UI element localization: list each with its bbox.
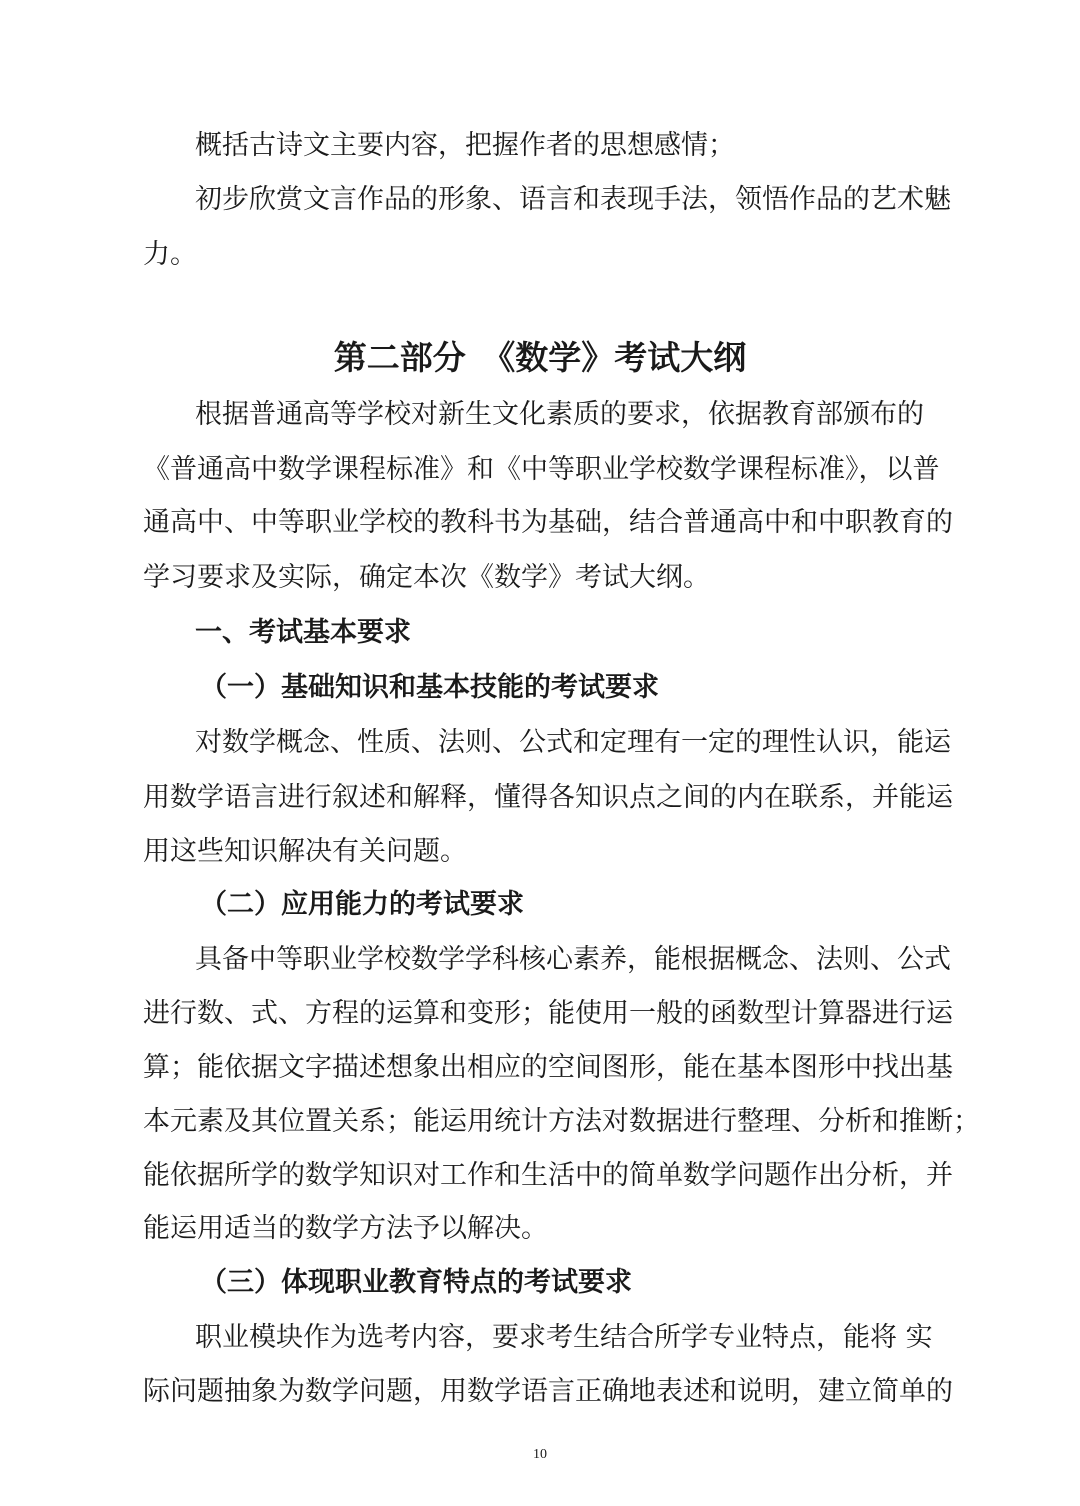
subsection-heading: （二）应用能力的考试要求 [200,889,524,920]
paragraph-line: 《普通高中数学课程标准》和《中等职业学校数学课程标准》，以普 [143,454,940,485]
paragraph-line: 用这些知识解决有关问题。 [143,836,467,867]
section-heading: 一、考试基本要求 [195,617,411,648]
paragraph-line: 力。 [143,239,197,270]
page-number: 10 [533,1447,547,1462]
paragraph-line: 根据普通高等学校对新生文化素质的要求，依据教育部颁布的 [195,399,924,430]
paragraph-line: 本元素及其位置关系；能运用统计方法对数据进行整理、分析和推断； [143,1106,980,1137]
paragraph-line: 际问题抽象为数学问题，用数学语言正确地表述和说明，建立简单的 [143,1376,953,1407]
subsection-heading: （三）体现职业教育特点的考试要求 [200,1267,632,1298]
paragraph-line: 对数学概念、性质、法则、公式和定理有一定的理性认识，能运 [195,727,951,758]
paragraph-line: 进行数、式、方程的运算和变形；能使用一般的函数型计算器进行运 [143,998,953,1029]
paragraph-line: 能依据所学的数学知识对工作和生活中的简单数学问题作出分析，并 [143,1160,953,1191]
subsection-heading: （一）基础知识和基本技能的考试要求 [200,672,659,703]
paragraph-line: 算；能依据文字描述想象出相应的空间图形，能在基本图形中找出基 [143,1052,953,1083]
part-title: 第二部分 《数学》考试大纲 [333,338,747,377]
paragraph-line: 初步欣赏文言作品的形象、语言和表现手法，领悟作品的艺术魅 [195,184,951,215]
paragraph-line: 能运用适当的数学方法予以解决。 [143,1213,548,1244]
paragraph-line: 用数学语言进行叙述和解释，懂得各知识点之间的内在联系，并能运 [143,782,953,813]
paragraph-line: 概括古诗文主要内容，把握作者的思想感情； [195,130,735,161]
paragraph-line: 通高中、中等职业学校的教科书为基础，结合普通高中和中职教育的 [143,507,953,538]
paragraph-line: 具备中等职业学校数学学科核心素养，能根据概念、法则、公式 [195,944,951,975]
paragraph-line: 学习要求及实际，确定本次《数学》考试大纲。 [143,562,710,593]
paragraph-line: 职业模块作为选考内容，要求考生结合所学专业特点，能将 实 [195,1322,933,1353]
